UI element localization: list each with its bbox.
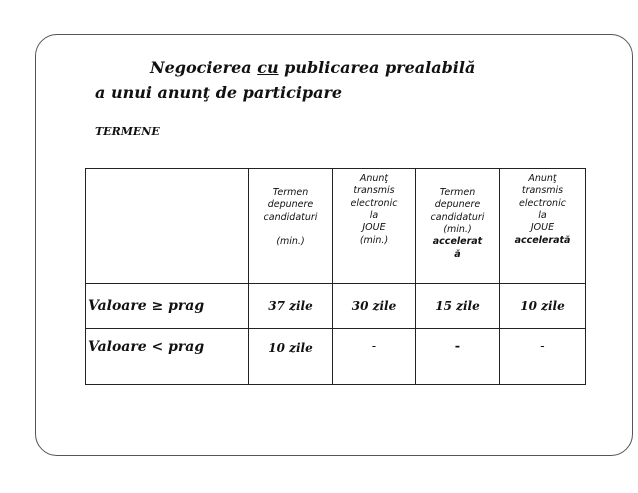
- table-row: [86, 284, 586, 329]
- header-anunt-accelerat: Anunţ transmis electronic la JOUE accelerată: [500, 169, 586, 284]
- row-label-above-threshold: Valoare ≥ prag: [86, 284, 249, 329]
- header-anunt-joue: Anunţ transmis electronic la JOUE (min.): [333, 169, 416, 284]
- table-cell: 30 zile: [333, 284, 416, 329]
- slide-title-line-1: Negocierea cu publicarea prealabilă: [150, 58, 476, 77]
- table-cell: 10 zile: [500, 284, 586, 329]
- table-header-row: [86, 169, 586, 284]
- header-termen-accelerat: Termen depunere candidaturi (min.) accelerat ă: [416, 169, 500, 284]
- terms-table: [85, 168, 586, 385]
- empty-corner-cell: [86, 169, 249, 284]
- row-label-below-threshold: Valoare < prag: [86, 329, 249, 385]
- table-row: [86, 329, 586, 385]
- table-cell: -: [416, 329, 500, 385]
- table-cell: 10 zile: [249, 329, 333, 385]
- table-cell: 15 zile: [416, 284, 500, 329]
- header-termen-depunere: Termen depunere candidaturi (min.): [249, 169, 333, 284]
- table-cell: 37 zile: [249, 284, 333, 329]
- title-underlined-word: cu: [257, 58, 279, 77]
- section-label: TERMENE: [95, 125, 160, 138]
- table-cell: -: [500, 329, 586, 385]
- table-cell: -: [333, 329, 416, 385]
- slide-title-line-2: a unui anunţ de participare: [95, 83, 343, 102]
